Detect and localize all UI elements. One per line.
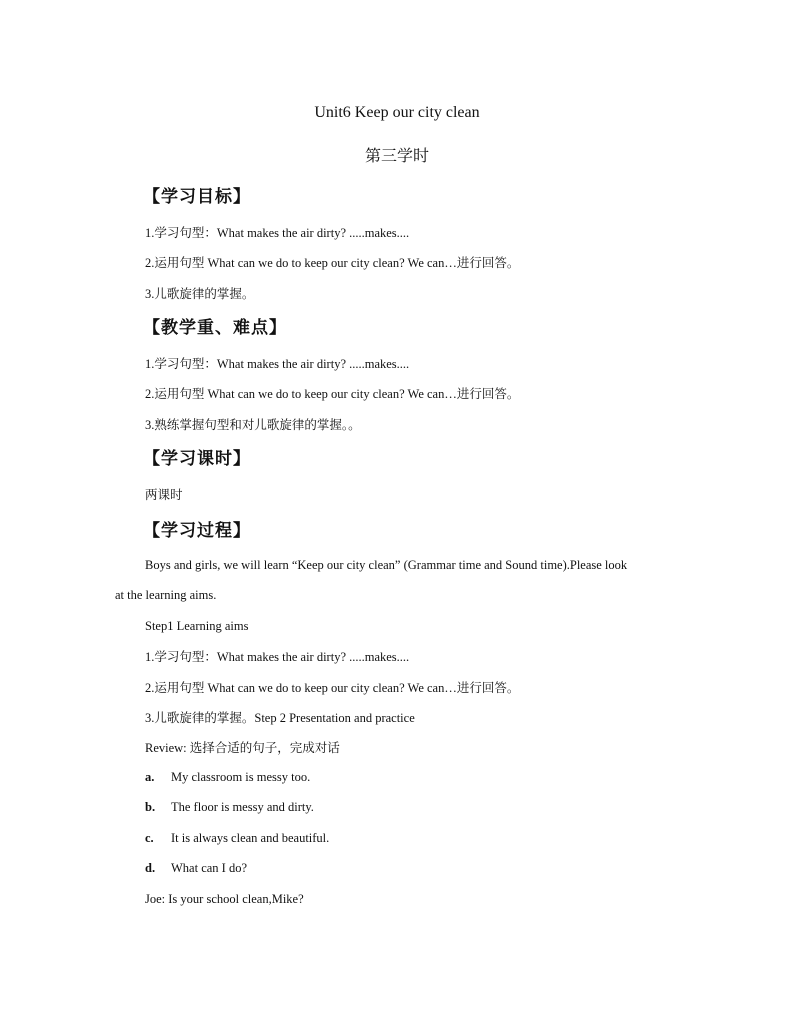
document-title: Unit6 Keep our city clean xyxy=(314,104,480,121)
key-point-item: 1.学习句型：What makes the air dirty? .....makes.... xyxy=(145,357,410,371)
option-text: The floor is messy and dirty. xyxy=(171,800,314,814)
option-text: What can I do? xyxy=(171,861,248,875)
objective-item: 2.运用句型 What can we do to keep our city clean? We can…进行回答。 xyxy=(145,256,520,270)
document-subtitle: 第三学时 xyxy=(364,148,429,165)
option-text: It is always clean and beautiful. xyxy=(171,831,330,845)
objective-item: 1.学习句型：What makes the air dirty? .....makes.... xyxy=(145,226,410,240)
review-instruction: Review: 选择合适的句子，完成对话 xyxy=(145,741,340,755)
section-heading-key-points: 【教学重、难点】 xyxy=(143,318,287,338)
dialog-line: Joe: Is your school clean,Mike? xyxy=(145,892,304,906)
option-letter: d. xyxy=(145,861,156,875)
aim-item: 3.儿歌旋律的掌握。Step 2 Presentation and practice xyxy=(145,711,415,725)
periods-text: 两课时 xyxy=(145,488,183,502)
objective-item: 3.儿歌旋律的掌握。 xyxy=(145,287,255,301)
option-letter: a. xyxy=(145,770,155,784)
option-text: My classroom is messy too. xyxy=(171,770,311,784)
section-heading-objectives: 【学习目标】 xyxy=(143,187,251,207)
option-letter: b. xyxy=(145,800,156,814)
section-heading-periods: 【学习课时】 xyxy=(143,449,251,469)
key-point-item: 3.熟练掌握句型和对儿歌旋律的掌握。。 xyxy=(145,418,361,432)
key-point-item: 2.运用句型 What can we do to keep our city clean? We can…进行回答。 xyxy=(145,387,520,401)
step-heading: Step1 Learning aims xyxy=(145,619,249,633)
aim-item: 2.运用句型 What can we do to keep our city clean? We can…进行回答。 xyxy=(145,681,520,695)
aim-item: 1.学习句型：What makes the air dirty? .....makes.... xyxy=(145,650,410,664)
intro-paragraph-line: Boys and girls, we will learn “Keep our city clean” (Grammar time and Sound time).Please look xyxy=(145,558,628,572)
section-heading-process: 【学习过程】 xyxy=(143,521,251,541)
intro-paragraph-line: at the learning aims. xyxy=(115,588,217,602)
option-letter: c. xyxy=(145,831,154,845)
